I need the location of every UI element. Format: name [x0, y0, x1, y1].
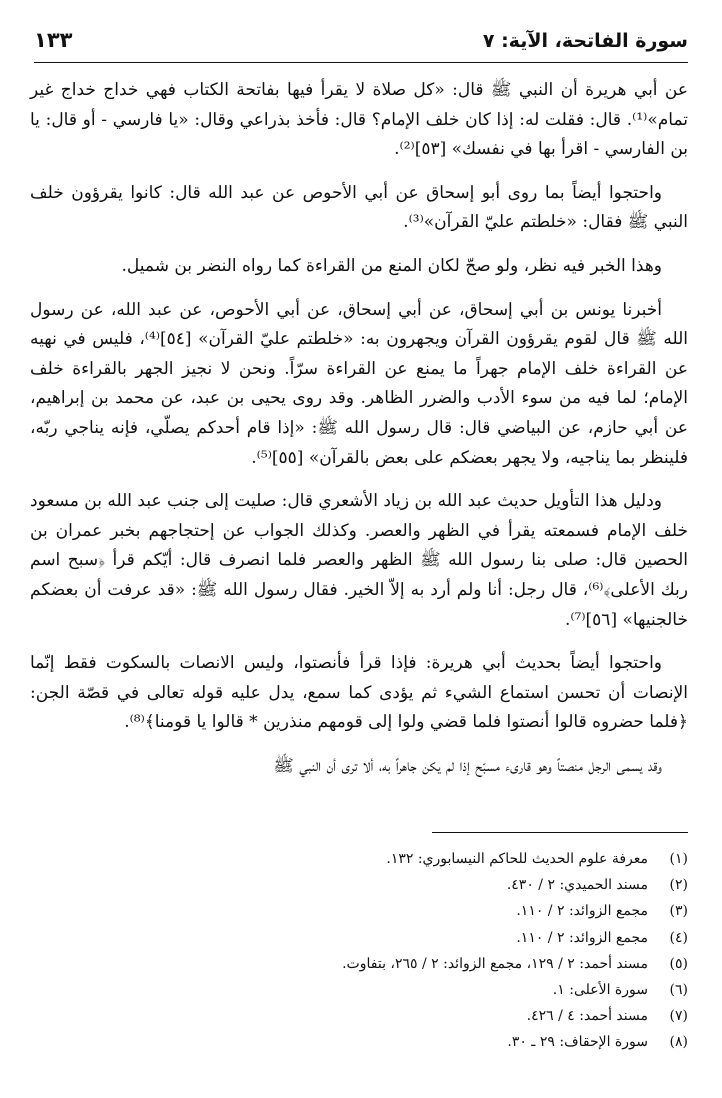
footnote-item — [34, 846, 688, 872]
footnote-number: (٦) — [669, 982, 688, 999]
footnote-item — [34, 1029, 688, 1055]
paragraph: ودليل هذا التأويل حديث عبد الله بن زياد الأشعري قال: صليت إلى جنب عبد الله بن مسعود خلف الإمام فسمعته يقرأ في الظهر والعصر. وكذلك الجواب عن إحتجاجهم بخبر عمران بن الحصين قال: صلى بنا رسول الله ﷺ الظهر والعصر فلما انصرف قال: أيّكم قرأ ﴿سبح اسم ربك الأعلى﴾⁽⁶⁾، قال رجل: أنا ولم أرد به إلاّ الخير. فقال رسول الله ﷺ: «قد عرفت أن بعضكم خالجنيها» [٥٦]⁽⁷⁾. — [30, 491, 688, 630]
footnote-item — [34, 1003, 688, 1029]
page-header — [34, 24, 688, 64]
footnote-item — [34, 977, 688, 1003]
footnote-number: (٧) — [669, 1008, 688, 1025]
footnote-text: مجمع الزوائد: ٢ / ١١٠. — [516, 903, 648, 920]
footnote-text: مسند الحميدي: ٢ / ٤٣٠. — [506, 877, 648, 894]
main-text — [30, 76, 688, 795]
footnote-number: (٤) — [669, 929, 688, 946]
running-title: سورة الفاتحة، الآية: ٧ — [482, 30, 688, 52]
footnote-item — [34, 872, 688, 898]
footnote-number: (٥) — [669, 955, 688, 972]
footnote-number: (٨) — [669, 1034, 688, 1051]
footnote-number: (٣) — [669, 903, 688, 920]
footnote-text: مسند أحمد: ٤ / ٤٢٦. — [526, 1008, 648, 1025]
footnote-text: سورة الإحقاف: ٢٩ ـ ٣٠. — [507, 1034, 648, 1051]
footnote-item — [34, 925, 688, 951]
footnote-rule — [432, 832, 688, 833]
paragraph: وقد يسمى الرجل منصتاً وهو قارىء مسبّح إذا لم يكن جاهراً به، ألا ترى أن النبي ﷺ — [273, 755, 662, 776]
footnote-text: معرفة علوم الحديث للحاكم النيسابوري: ١٣٢. — [386, 851, 648, 867]
footnote-text: مجمع الزوائد: ٢ / ١١٠. — [516, 929, 648, 946]
paragraph: أخبرنا يونس بن أبي إسحاق، عن أبي إسحاق، عن أبي الأحوص، عن عبد الله، عن رسول الله ﷺ قال لقوم يقرؤون القرآن ويجهرون به: «خلطتم عليّ القرآن» [٥٤]⁽⁴⁾، فليس في نهيه عن القراءة خلف الإمام جهراً ما يمنع عن القراءة سرّاً. ونحن لا نجيز الجهر بالقراءة خلف الإمام؛ لما فيه من سوء الأدب والضرر الظاهر. وقد روى يحيى بن عبد، عن محمد بن إبراهيم، عن أبي حازم، عن البياضي قال: قال رسول الله ﷺ: «إذا قام أحدكم يصلّي، فإنه يناجي ربّه، فلينظر بما يناجيه، ولا يجهر بعضكم على بعض بالقرآن» [٥٥]⁽⁵⁾. — [30, 299, 688, 468]
header-rule — [34, 62, 688, 63]
footnote-text: سورة الأعلى: ١. — [552, 982, 648, 999]
footnotes — [34, 846, 688, 1056]
footnote-number: (٢) — [669, 877, 688, 894]
footnote-text: مسند أحمد: ٢ / ١٢٩، مجمع الزوائد: ٢ / ٢٦٥، بتفاوت. — [342, 955, 648, 972]
paragraph: وهذا الخبر فيه نظر، ولو صحّ لكان المنع من القراءة كما رواه النضر بن شميل. — [121, 255, 662, 276]
footnote-item — [34, 951, 688, 977]
footnote-number: (١) — [669, 851, 688, 867]
paragraph: عن أبي هريرة أن النبي ﷺ قال: «كل صلاة لا يقرأ فيها بفاتحة الكتاب فهي خداج خداج غير تمام»⁽¹⁾. قال: فقلت له: إذا كان خلف الإمام؟ قال: فأخذ بذراعي وقال: «يا فارسي - أو قال: يا بن الفارسي - اقرأ بها في نفسك» [٥٣]⁽²⁾. — [30, 80, 688, 160]
page-number: ١٣٣ — [34, 28, 73, 52]
paragraph: واحتجوا أيضاً بما روى أبو إسحاق عن أبي الأحوص عن عبد الله قال: كانوا يقرؤون خلف النبي ﷺ فقال: «خلطتم عليّ القرآن»⁽³⁾. — [30, 182, 688, 233]
paragraph: واحتجوا أيضاً بحديث أبي هريرة: فإذا قرأ فأنصتوا، وليس الانصات بالسكوت فقط إنّما الإنصات أن تحسن استماع الشيء ثم يؤدى كما سمع، يدل عليه قوله تعالى في قصّة الجن: ﴿فلما حضروه قالوا أنصتوا فلما قضي ولوا إلى قومهم منذرين * قالوا يا قومنا﴾⁽⁸⁾. — [30, 653, 688, 733]
footnote-item — [34, 898, 688, 924]
